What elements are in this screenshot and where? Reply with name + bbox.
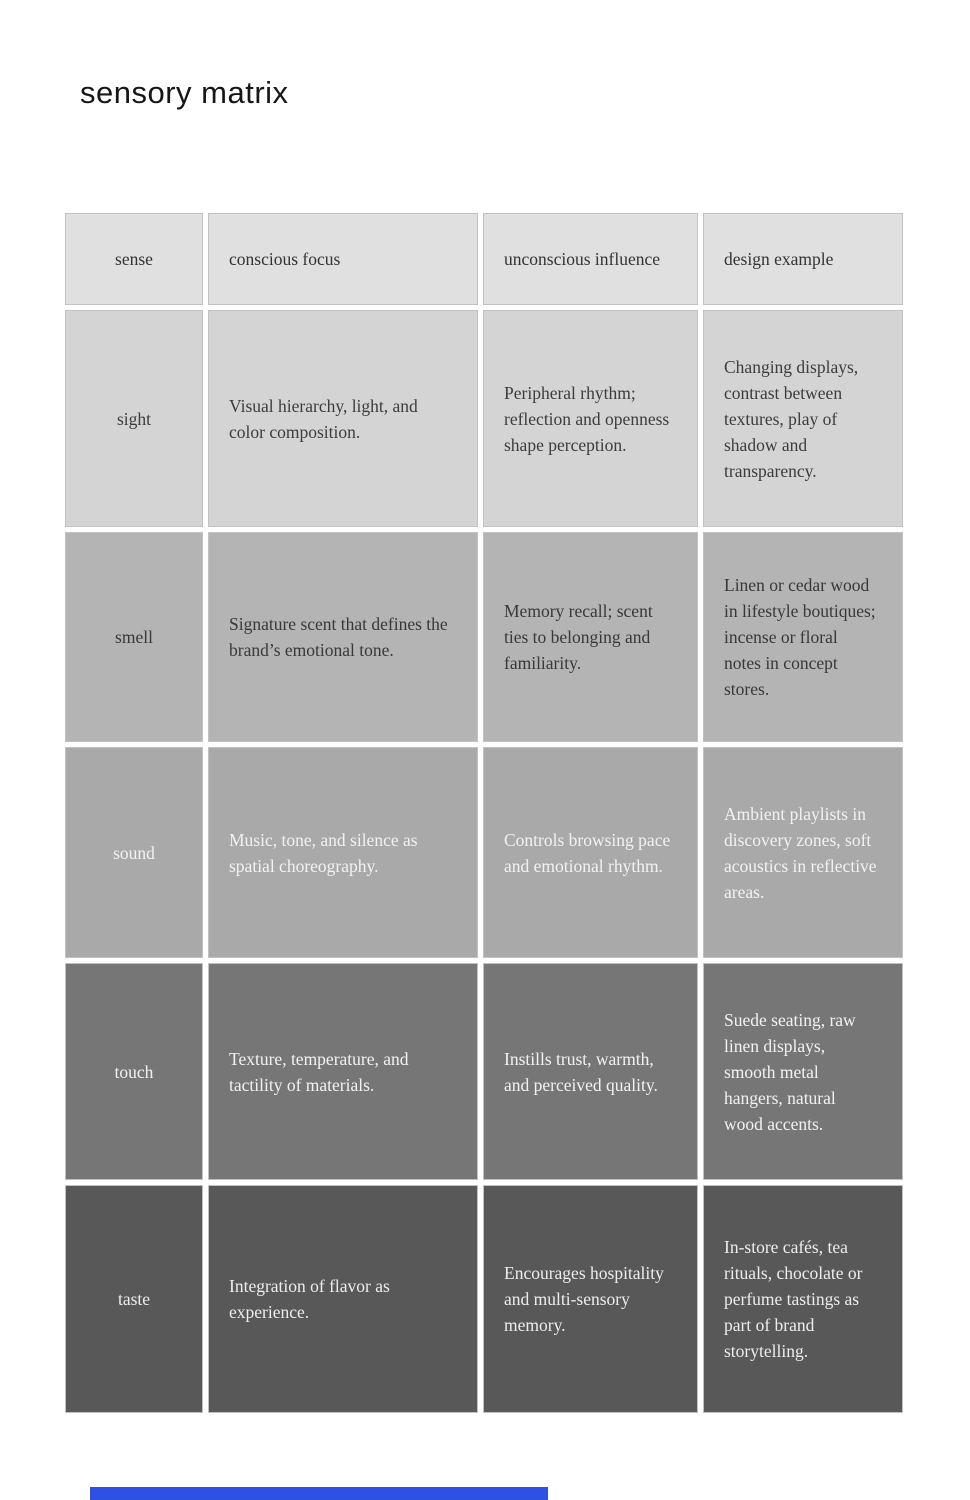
header-unconscious-influence: unconscious influence <box>483 213 698 305</box>
cell-taste-unconscious-influence: Encourages hospitality and multi-sensory memory. <box>483 1185 698 1413</box>
cell-sight-design-example: Changing displays, contrast between textures, play of shadow and transparency. <box>703 310 903 527</box>
header-design-example: design example <box>703 213 903 305</box>
cell-sight-unconscious-influence: Peripheral rhythm; reflection and openness shape perception. <box>483 310 698 527</box>
cell-sound-unconscious-influence: Controls browsing pace and emotional rhythm. <box>483 747 698 958</box>
cell-taste-design-example: In-store cafés, tea rituals, chocolate or perfume tastings as part of brand storytelling. <box>703 1185 903 1413</box>
cell-sound-conscious-focus: Music, tone, and silence as spatial choreography. <box>208 747 478 958</box>
cell-touch-unconscious-influence: Instills trust, warmth, and perceived quality. <box>483 963 698 1180</box>
cell-smell-design-example: Linen or cedar wood in lifestyle boutiques; incense or floral notes in concept stores. <box>703 532 903 742</box>
cell-sight-sense: sight <box>65 310 203 527</box>
header-conscious-focus: conscious focus <box>208 213 478 305</box>
cell-smell-sense: smell <box>65 532 203 742</box>
cell-smell-conscious-focus: Signature scent that defines the brand’s emotional tone. <box>208 532 478 742</box>
cell-sound-design-example: Ambient playlists in discovery zones, soft acoustics in reflective areas. <box>703 747 903 958</box>
page-title: sensory matrix <box>80 74 289 110</box>
cell-touch-sense: touch <box>65 963 203 1180</box>
cell-sound-sense: sound <box>65 747 203 958</box>
cell-taste-sense: taste <box>65 1185 203 1413</box>
bottom-accent-bar <box>90 1487 548 1500</box>
cell-touch-conscious-focus: Texture, temperature, and tactility of materials. <box>208 963 478 1180</box>
cell-smell-unconscious-influence: Memory recall; scent ties to belonging and familiarity. <box>483 532 698 742</box>
cell-touch-design-example: Suede seating, raw linen displays, smooth metal hangers, natural wood accents. <box>703 963 903 1180</box>
header-sense: sense <box>65 213 203 305</box>
sensory-matrix-table <box>65 213 903 1413</box>
cell-sight-conscious-focus: Visual hierarchy, light, and color composition. <box>208 310 478 527</box>
cell-taste-conscious-focus: Integration of flavor as experience. <box>208 1185 478 1413</box>
